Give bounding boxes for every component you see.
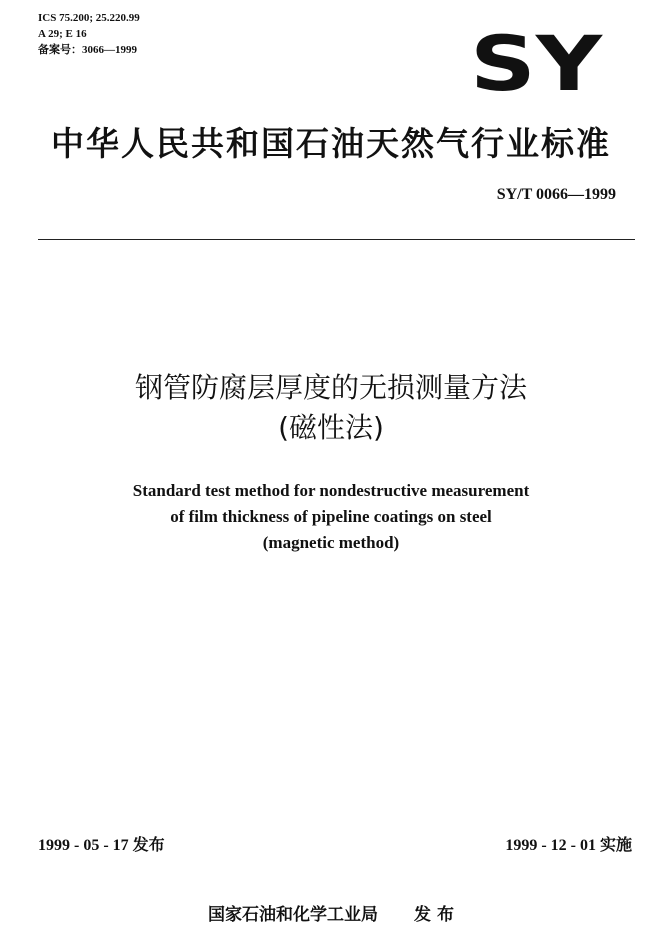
title-chinese	[0, 368, 662, 448]
issue-date: 1999 - 05 - 17 发布	[38, 837, 165, 854]
standard-body-title: 中华人民共和国石油天然气行业标准	[51, 124, 611, 163]
sy-logo-icon	[468, 28, 604, 96]
issuer-action: 发 布	[414, 905, 454, 925]
standard-number: SY/T 0066—1999	[496, 186, 616, 203]
ics-code: ICS 75.200; 25.220.99	[38, 12, 140, 24]
effective-date: 1999 - 12 - 01 实施	[505, 837, 632, 854]
header-divider	[38, 239, 635, 240]
title-english-line3: (magnetic method)	[262, 533, 400, 552]
category-code: A 29; E 16	[38, 28, 87, 40]
issuer-name: 国家石油和化学工业局	[208, 905, 379, 925]
title-english	[0, 478, 662, 556]
title-chinese-line1: 钢管防腐层厚度的无损测量方法	[134, 371, 527, 404]
issuer-line	[0, 900, 662, 925]
title-english-line2: of film thickness of pipeline coatings on steel	[170, 507, 492, 526]
header-codes	[38, 10, 140, 58]
title-english-line1: Standard test method for nondestructive measurement	[132, 481, 530, 500]
title-chinese-line2: (磁性法)	[278, 411, 384, 444]
sy-logo-text: SY	[470, 28, 604, 96]
filing-number: 备案号：3066—1999	[38, 44, 137, 56]
